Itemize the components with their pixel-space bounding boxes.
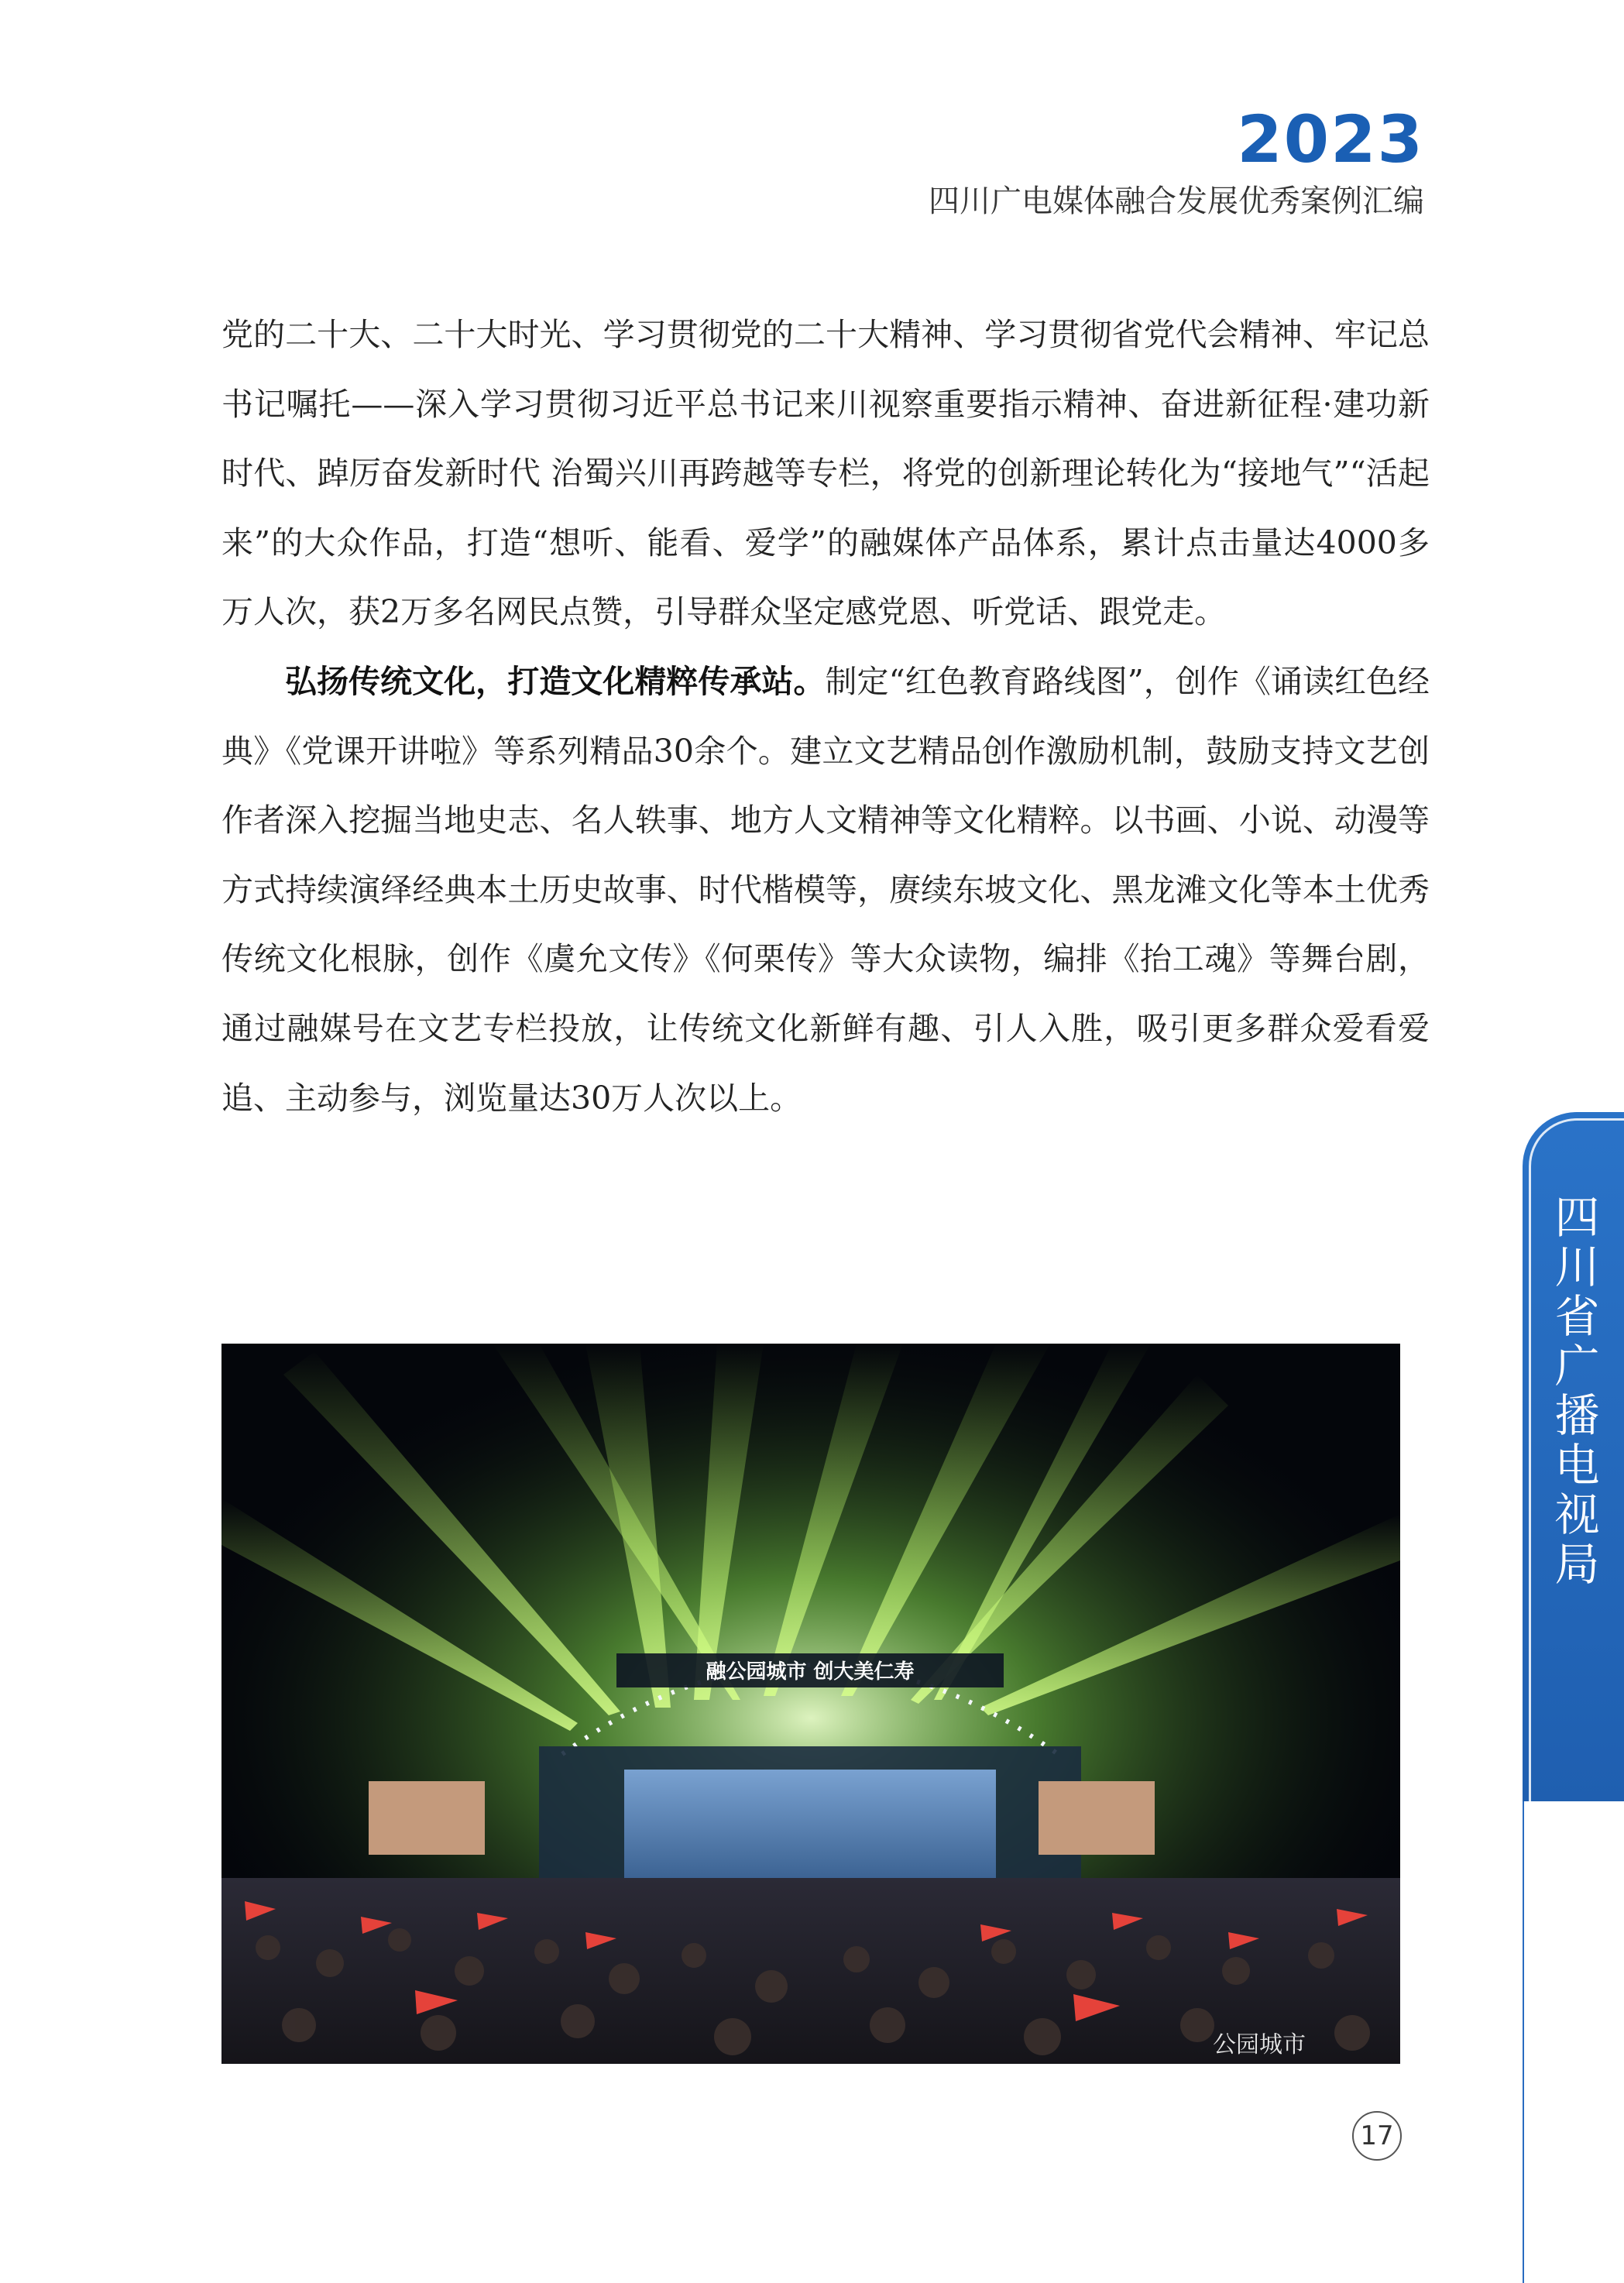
collection-title: 四川广电媒体融合发展优秀案例汇编 — [929, 184, 1424, 219]
side-rule-line — [1523, 1801, 1524, 2283]
article-body — [221, 300, 1430, 1133]
concert-illustration — [221, 1344, 1400, 2064]
paragraph-traditional-culture — [221, 647, 1430, 1133]
photo-watermark: 公园城市 — [1213, 2031, 1306, 2058]
side-tab-label: 四川省广播电视局 — [1547, 1193, 1600, 1590]
page-number: 17 — [1352, 2111, 1402, 2161]
right-led-screen — [1039, 1781, 1155, 1855]
stage-banner-text: 融公园城市 创大美仁寿 — [706, 1660, 915, 1684]
paragraph-lead-heading: 弘扬传统文化，打造文化精粹传承站。 — [285, 662, 826, 700]
side-tab — [1523, 1112, 1624, 1801]
left-led-screen — [369, 1781, 485, 1855]
paragraph-text: 制定“红色教育路线图”，创作《诵读红色经典》《党课开讲啦》等系列精品30余个。建立文艺精品创作激励机制，鼓励支持文艺创作者深入挖掘当地史志、名人轶事、地方人文精神等文化精粹。以书画、小说、动漫等方式持续演绎经典本土历史故事、时代楷模等，赓续东坡文化、黑龙滩文化等本土优秀传统文化根脉，创作《虞允文传》《何栗传》等大众读物，编排《抬工魂》等舞台剧，通过融媒号在文艺专栏投放，让传统文化新鲜有趣、引人入胜，吸引更多群众爱看爱追、主动参与，浏览量达30万人次以上。 — [221, 662, 1430, 1117]
year-heading: 2023 — [1237, 101, 1424, 177]
concert-photo — [221, 1344, 1400, 2064]
center-led-screen — [624, 1770, 996, 1878]
paragraph-columns: 党的二十大、二十大时光、学习贯彻党的二十大精神、学习贯彻省党代会精神、牢记总书记嘱托——深入学习贯彻习近平总书记来川视察重要指示精神、奋进新征程·建功新时代、踔厉奋发新时代 治蜀兴川再跨越等专栏，将党的创新理论转化为“接地气”“活起来”的大众作品，打造“想听、能看、爱学”的融媒体产品体系，累计点击量达4000多万人次，获2万多名网民点赞，引导群众坚定感党恩、听党话、跟党走。 — [221, 316, 1430, 631]
